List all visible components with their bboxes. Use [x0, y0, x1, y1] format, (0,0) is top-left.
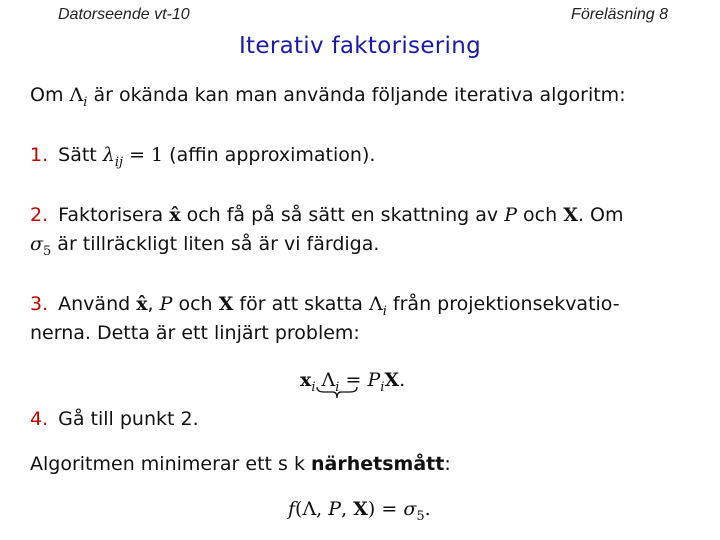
step-3-text-end: för att skatta	[233, 293, 369, 315]
eq1-period: .	[399, 369, 406, 391]
step-3-lambda-sub: i	[382, 304, 387, 319]
step-2-sigma: σ	[30, 233, 43, 255]
step-2-X: X	[563, 204, 578, 226]
step-3-line-1	[30, 293, 620, 319]
intro-text-before: Om	[30, 84, 70, 106]
step-2-line-1	[30, 204, 623, 226]
eq1-X: X	[384, 369, 400, 391]
step-1-lambda: λ	[102, 144, 115, 166]
step-3-X: X	[218, 293, 234, 315]
conclusion-bold-term: närhetsmått	[311, 453, 445, 475]
step-3-P: P	[159, 293, 173, 315]
eq2-close: ) =	[367, 498, 404, 520]
intro-line	[30, 84, 626, 110]
intro-lambda: Λ	[69, 84, 84, 106]
step-1-lambda-sub: ij	[114, 155, 124, 170]
step-1-text-before: Sätt	[58, 144, 103, 166]
step-4-number: 4.	[30, 408, 49, 430]
step-2-text-end: . Om	[577, 204, 624, 226]
conclusion-line	[30, 453, 451, 475]
step-3-text-tail: från projektionsekvatio-	[386, 293, 620, 315]
objective-equation	[288, 498, 431, 524]
step-2-sigma-sub: 5	[42, 244, 52, 259]
conclusion-text-before: Algoritmen minimerar ett s k	[30, 453, 312, 475]
step-3-lambda: Λ	[368, 293, 383, 315]
step-2-P: P	[504, 204, 517, 226]
step-4	[30, 408, 199, 430]
step-2-text-mid2: och	[516, 204, 564, 226]
step-3-comma: ,	[147, 293, 160, 315]
step-3-text-before: Använd	[58, 293, 137, 315]
step-1-text-after: (affin approximation).	[163, 144, 376, 166]
step-1	[30, 144, 376, 170]
slide-title: Iterativ faktorisering	[238, 33, 482, 59]
eq1-lambda: Λ	[315, 369, 336, 391]
eq1-x: x	[300, 369, 312, 391]
eq2-open: (Λ,	[295, 498, 329, 520]
step-2-line-2-text: är tillräckligt liten så är vi färdiga.	[51, 233, 380, 255]
eq1-lambda-sub: i	[335, 380, 340, 395]
course-header: Datorseende vt-10	[58, 6, 190, 23]
intro-text-after: är okända kan man använda följande iterativa algoritm:	[87, 84, 626, 106]
eq1-P: P	[367, 369, 381, 391]
step-2-text-mid1: och få på så sätt en skattning av	[180, 204, 505, 226]
eq2-comma: ,	[341, 498, 354, 520]
conclusion-text-after: :	[444, 453, 451, 475]
eq1-x-sub: i	[311, 380, 316, 395]
step-1-math-rest: = 1	[123, 144, 164, 166]
step-2-line-2	[30, 233, 380, 259]
step-3-number: 3.	[30, 293, 49, 315]
step-2-xhat: x̂	[169, 204, 181, 226]
step-4-text: Gå till punkt 2.	[58, 408, 199, 430]
intro-lambda-sub: i	[83, 95, 88, 110]
eq2-f: f	[288, 498, 296, 520]
eq1-P-sub: i	[380, 380, 385, 395]
eq2-period: .	[424, 498, 431, 520]
eq2-sigma: σ	[403, 498, 417, 520]
step-3-mid: och	[172, 293, 219, 315]
step-2-text-before: Faktorisera	[58, 204, 170, 226]
eq1-equals: =	[339, 369, 368, 391]
step-2-number: 2.	[30, 204, 49, 226]
lecture-header: Föreläsning 8	[571, 6, 668, 23]
step-1-number: 1.	[30, 144, 49, 166]
eq2-sigma-sub: 5	[416, 509, 425, 524]
step-3-line-2-text: nerna. Detta är ett linjärt problem:	[30, 322, 360, 344]
step-3-line-2	[30, 322, 360, 344]
eq2-X: X	[353, 498, 368, 520]
eq2-P: P	[328, 498, 342, 520]
step-3-xhat: x̂	[136, 293, 148, 315]
underbrace-icon	[316, 386, 358, 400]
